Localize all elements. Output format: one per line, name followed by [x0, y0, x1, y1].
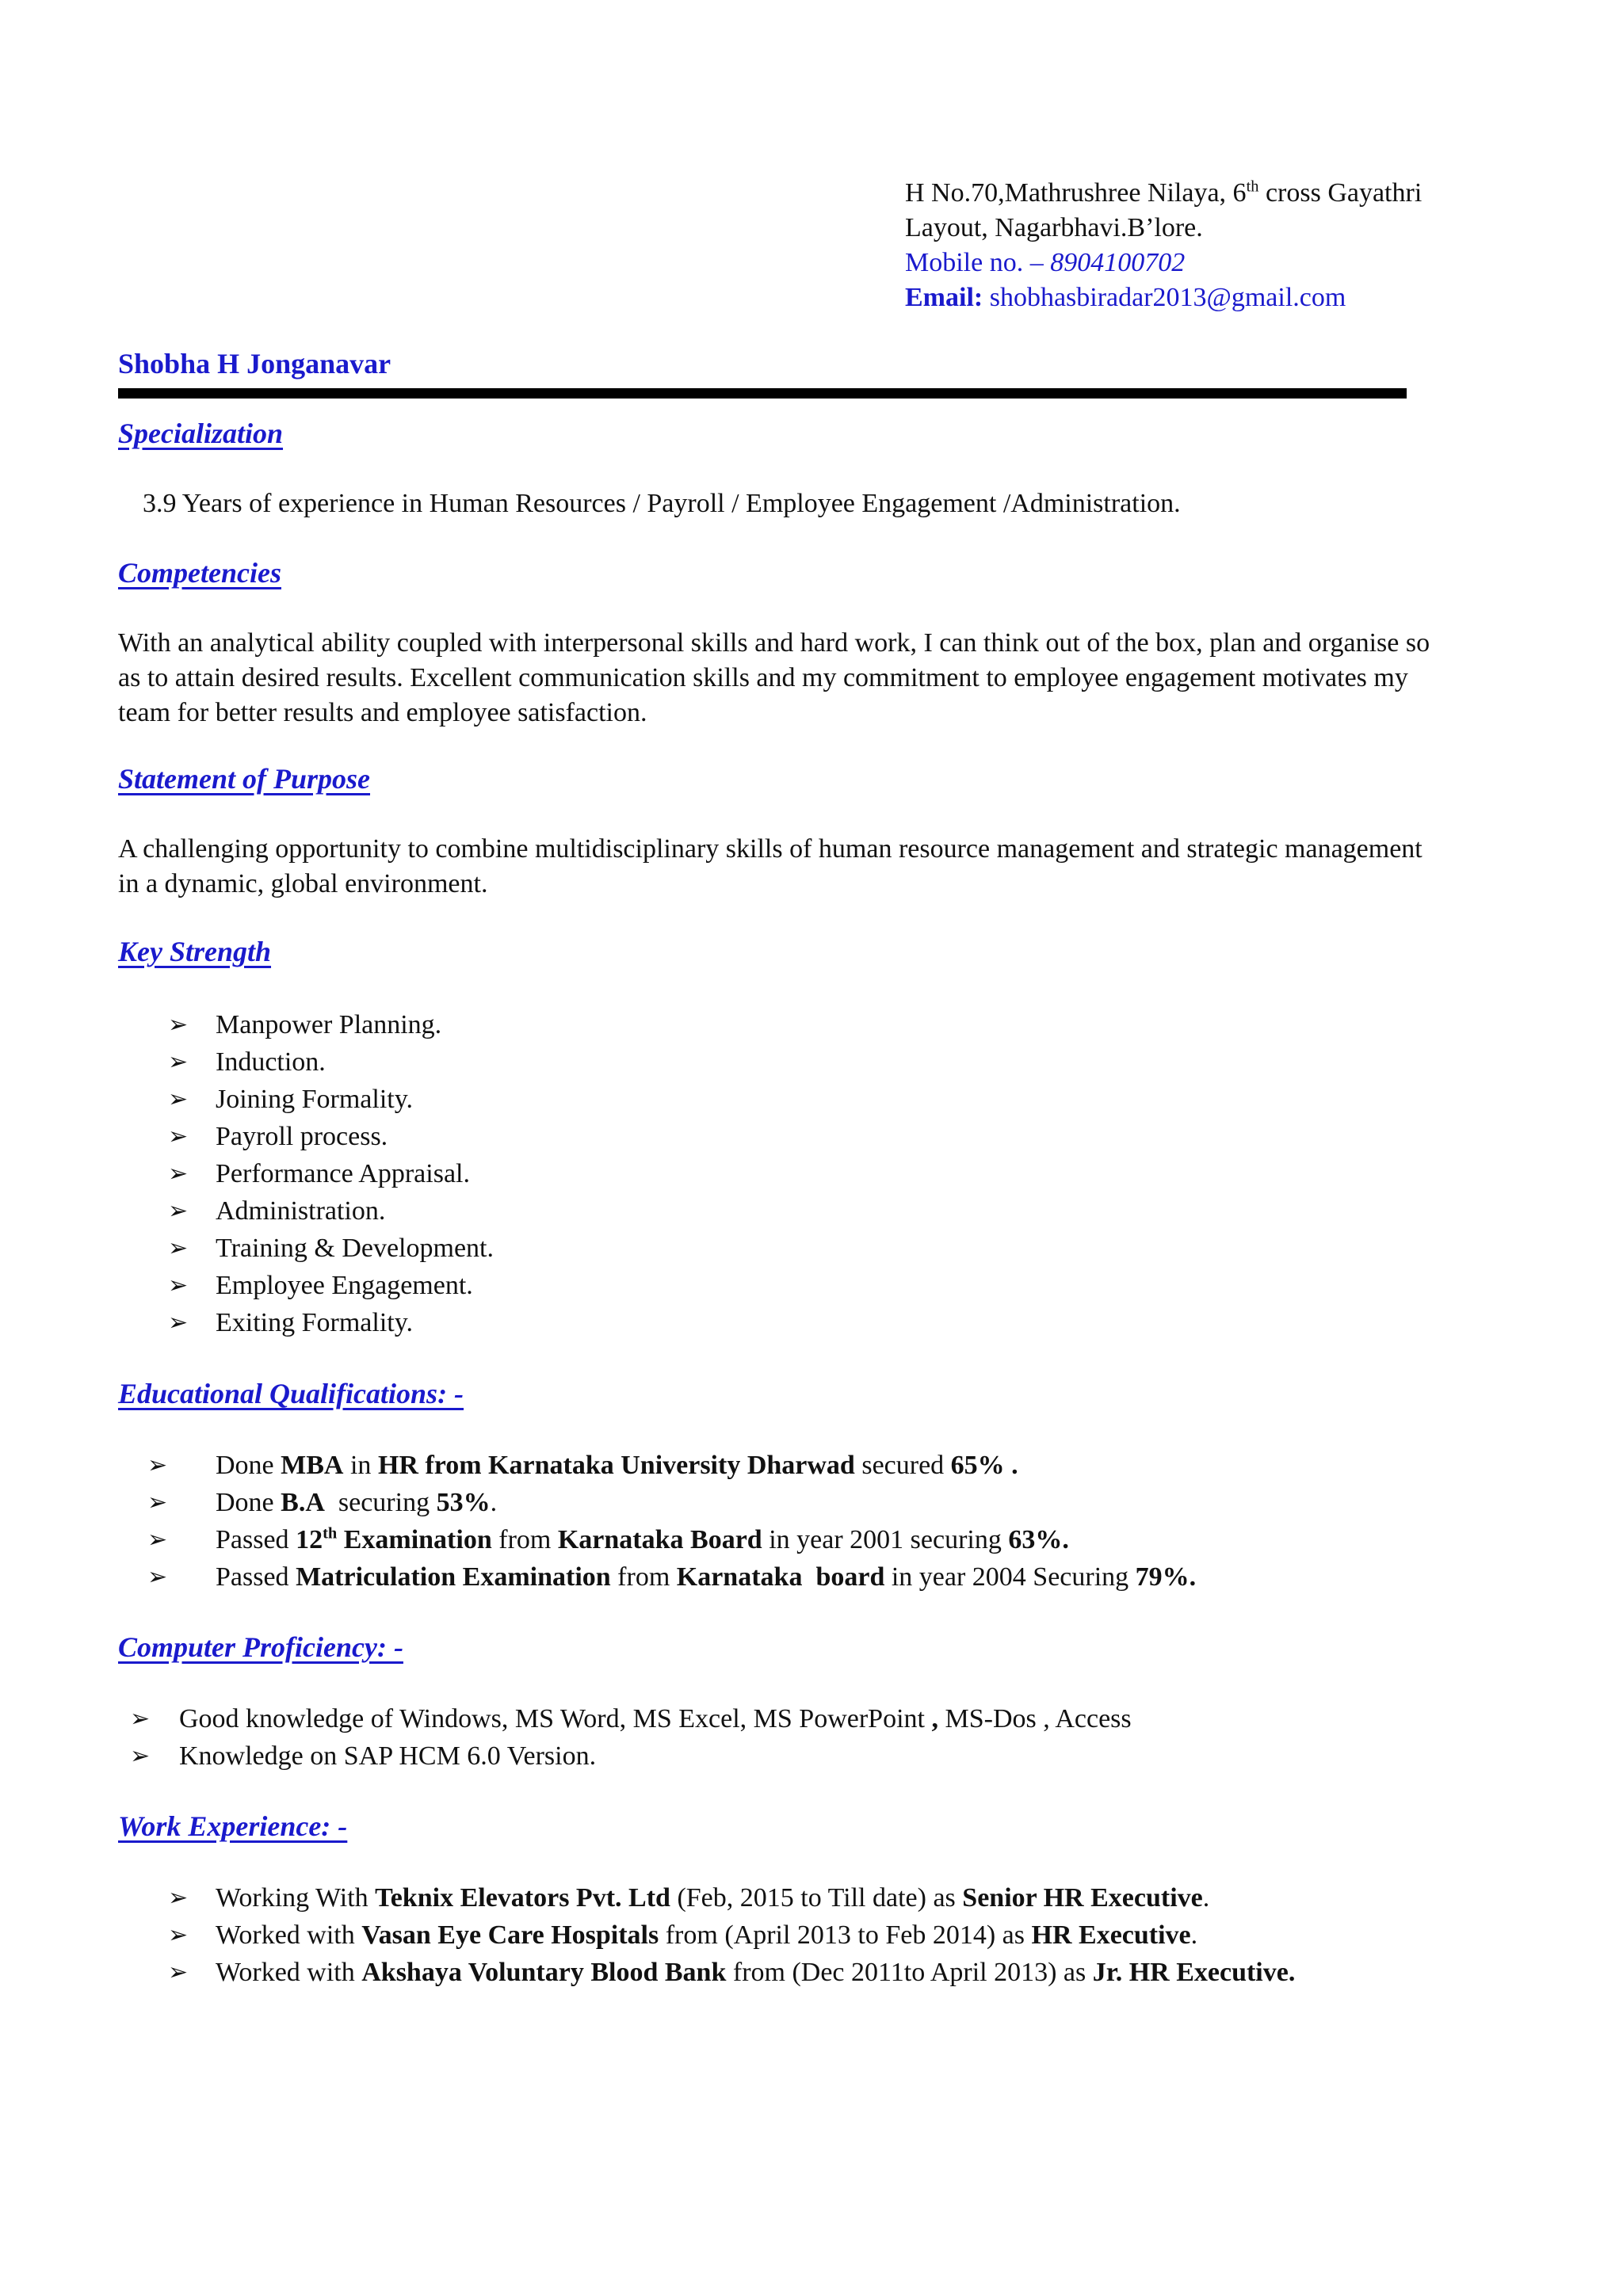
bullet-arrow-icon: ➢	[147, 1563, 168, 1591]
header-divider	[118, 388, 1407, 399]
resume-page: H No.70,Mathrushree Nilaya, 6th cross Gayathri Layout, Nagarbhavi.B’lore. Mobile no. – 8904100702 Email: shobhasbiradar2013@gmail.com Shobha H Jonganavar Specialization 3.9 Years of experience in Human Resources / Payroll / Employee Engagement /Administration. Competencies With an analytical ability coupled with interpersonal skills and hard work, I can think out of the box, plan and organise so as to attain desired results. Excellent communication skills and my commitment to employee engagement motivates my team for better results and employee satisfaction. Statement of Purpose A challenging opportunity to combine multidisciplinary skills of human resource management and strategic management in a dynamic, global environment. Key Strength ➢ Manpower Planning. ➢ Induction. ➢ Joining Formality. ➢ Payroll process. ➢ Performance Appraisal. ➢ Administration. ➢ Training & Development. ➢ Employee Engagement. ➢ Exiting Formality. Educational Qualifications: - ➢ Done MBA in HR from Karnataka University Dharwad secured 65% . ➢ Done B.A securing 53%. ➢ Passed 12th Examination from Karnataka Board in year 2001 securing 63%. ➢ Passed Matriculation Examination from Karnataka board in year 2004 Securing 79%. Computer Proficiency: - ➢ Good knowledge of Windows, MS Word, MS Excel, MS PowerPoint , MS-Dos , Access ➢ Knowledge on SAP HCM 6.0 Version. Work Experience: - ➢ Working With Teknix Elevators Pvt. Ltd (Feb, 2015 to Till date) as Senior HR Executive. ➢ Worked with Vasan Eye Care Hospitals from (April 2013 to Feb 2014) as HR Executive. ➢ Worked with Akshaya Voluntary Blood Bank from (Dec 2011to April 2013) as Jr. HR Executive.	[0, 0, 1623, 2296]
email-line	[905, 280, 1346, 315]
bullet-arrow-icon: ➢	[168, 1085, 189, 1113]
bullet-arrow-icon: ➢	[168, 1958, 189, 1986]
heading-statement-of-purpose: Statement of Purpose	[118, 763, 371, 795]
heading-work-experience: Work Experience: -	[118, 1810, 348, 1842]
address-line-1: H No.70,Mathrushree Nilaya, 6th cross Gayathri	[905, 177, 1423, 208]
mobile-line	[905, 246, 1185, 280]
heading-specialization: Specialization	[118, 418, 284, 449]
bullet-arrow-icon: ➢	[168, 1011, 189, 1039]
bullet-arrow-icon: ➢	[168, 1884, 189, 1912]
heading-competencies: Competencies	[118, 557, 281, 589]
bullet-arrow-icon: ➢	[168, 1123, 189, 1150]
heading-educational-qualifications: Educational Qualifications: -	[118, 1378, 464, 1409]
bullet-arrow-icon: ➢	[147, 1489, 168, 1516]
email-address[interactable]: shobhasbiradar2013@gmail.com	[989, 283, 1346, 312]
bullet-arrow-icon: ➢	[168, 1197, 189, 1225]
bullet-arrow-icon: ➢	[147, 1526, 168, 1554]
bullet-arrow-icon: ➢	[168, 1309, 189, 1337]
bullet-arrow-icon: ➢	[130, 1705, 151, 1733]
bullet-arrow-icon: ➢	[168, 1921, 189, 1949]
email-label: Email:	[905, 283, 983, 312]
bullet-arrow-icon: ➢	[168, 1272, 189, 1299]
mobile-number: 8904100702	[1050, 248, 1186, 277]
candidate-name: Shobha H Jonganavar	[118, 348, 391, 379]
competencies-text: With an analytical ability coupled with interpersonal skills and hard work, I can think out of the box, plan and organise so as to attain desired results. Excellent communication skills and my commitment to employee engagement motivates my team for better results and employee satisfaction.	[118, 628, 1430, 727]
purpose-text: A challenging opportunity to combine multidisciplinary skills of human resource management and strategic management in a dynamic, global environment.	[118, 834, 1423, 898]
address-line-2: Layout, Nagarbhavi.B’lore.	[905, 213, 1203, 242]
bullet-arrow-icon: ➢	[168, 1160, 189, 1188]
bullet-arrow-icon: ➢	[130, 1742, 151, 1770]
bullet-arrow-icon: ➢	[168, 1234, 189, 1262]
specialization-text: 3.9 Years of experience in Human Resources / Payroll / Employee Engagement /Administration.	[143, 489, 1181, 518]
heading-computer-proficiency: Computer Proficiency: -	[118, 1631, 403, 1663]
heading-key-strength: Key Strength	[118, 936, 272, 967]
bullet-arrow-icon: ➢	[147, 1451, 168, 1479]
bullet-arrow-icon: ➢	[168, 1048, 189, 1076]
mobile-label: Mobile no. –	[905, 248, 1051, 277]
